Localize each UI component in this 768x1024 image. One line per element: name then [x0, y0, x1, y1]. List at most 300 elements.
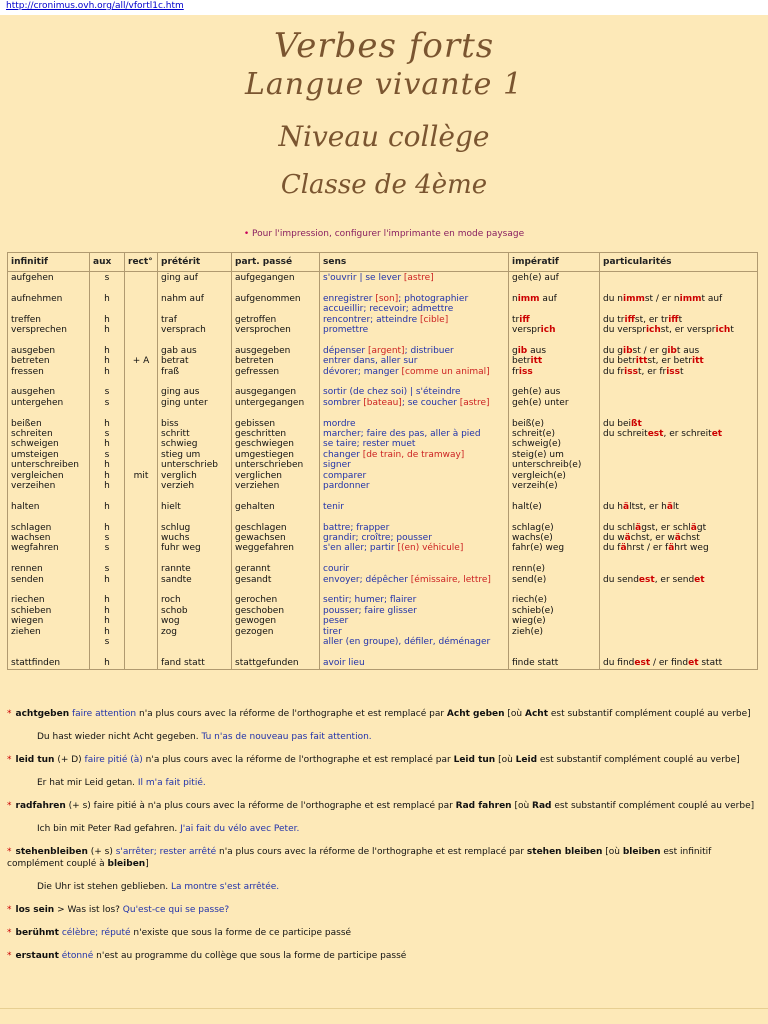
imperatif-value: steig(e) um: [512, 449, 564, 460]
infinitif-value: schieben: [11, 605, 52, 616]
imperatif-value: verzeih(e): [512, 481, 558, 492]
preterit-value: rannte: [161, 564, 191, 575]
imperatif-value: send(e): [512, 574, 547, 585]
part-passe-value: geschlagen: [235, 522, 287, 533]
particularite-value: du beißt: [603, 418, 642, 429]
rect-value: [128, 346, 154, 356]
particularite-value: du schreitest, er schreitet: [603, 429, 723, 440]
row-spacer: [323, 648, 505, 658]
sens-value: enregistrer [son]; photographier: [323, 293, 469, 304]
infinitif-value: unterschreiben: [11, 460, 80, 471]
asterisk-icon: *: [7, 801, 12, 811]
row-spacer: [161, 554, 228, 564]
row-spacer: [93, 491, 121, 501]
infinitif-value: rennen: [11, 564, 43, 575]
preterit-value: ging auf: [161, 273, 198, 283]
header-part-passe: part. passé: [232, 253, 320, 272]
infinitif-value: beißen: [11, 418, 42, 429]
row-spacer: [323, 335, 505, 345]
part-passe-value: aufgegangen: [235, 273, 295, 283]
aux-value: h: [104, 574, 110, 585]
preterit-value: versprach: [161, 325, 206, 336]
row-spacer: [93, 377, 121, 387]
row-spacer: [323, 283, 505, 293]
sens-value: changer [de train, de tramway]: [323, 449, 465, 460]
row-spacer: [11, 554, 86, 564]
row-spacer: [512, 554, 596, 564]
sens-value: entrer dans, aller sur: [323, 356, 418, 367]
imperatif-value: geh(e) auf: [512, 273, 559, 283]
sens-value: pardonner: [323, 481, 370, 492]
rect-value: [128, 398, 154, 408]
imperatif-value: schweig(e): [512, 439, 562, 450]
infinitif-value: riechen: [11, 595, 45, 606]
part-passe-value: versprochen: [235, 325, 291, 336]
note-item: * achtgeben faire attention n'a plus cours avec la réforme de l'orthographe et est remplacé par Acht geben [où Acht est substantif complément couplé au verbe]: [7, 709, 751, 719]
note-item: * berühmt célèbre; réputé n'existe que sous la forme de ce participe passé: [7, 928, 352, 938]
imperatif-value: friss: [512, 366, 533, 377]
row-spacer: [93, 554, 121, 564]
aux-value: h: [104, 356, 110, 367]
particularite-value: du schlägst, er schlägt: [603, 522, 707, 533]
part-passe-value: ausgegeben: [235, 345, 291, 356]
row-spacer: [323, 554, 505, 564]
aux-value: h: [104, 314, 110, 325]
preterit-value: schritt: [161, 429, 190, 440]
rect-value: [128, 315, 154, 325]
imperatif-value: geh(e) unter: [512, 397, 569, 408]
row-spacer: [11, 283, 86, 293]
infinitif-value: aufgehen: [11, 273, 54, 283]
row-spacer: [11, 491, 86, 501]
aux-value: s: [104, 543, 110, 554]
cell-rect: [125, 272, 158, 670]
sens-value: aller (en groupe), défiler, déménager: [323, 637, 491, 648]
infinitif-value: fressen: [11, 366, 44, 377]
row-spacer: [128, 648, 154, 658]
row-spacer: [235, 491, 316, 501]
rect-value: [128, 294, 154, 304]
imperatif-value: wieg(e): [512, 616, 546, 627]
row-spacer: [323, 585, 505, 595]
part-passe-value: getroffen: [235, 314, 277, 325]
imperatif-value: beiß(e): [512, 418, 544, 429]
row-spacer: [93, 408, 121, 418]
sens-value: rencontrer; atteindre [cible]: [323, 314, 449, 325]
example-sentence: Die Uhr ist stehen geblieben. La montre s'est arrêtée.: [37, 882, 280, 892]
imperatif-value: riech(e): [512, 595, 547, 606]
rect-value: [128, 419, 154, 429]
infinitif-value: schreiten: [11, 429, 53, 440]
cell-aux: [90, 272, 125, 670]
page-content: [0, 15, 768, 1024]
aux-value: h: [104, 626, 110, 637]
preterit-value: schwieg: [161, 439, 198, 450]
rect-value: [128, 439, 154, 449]
row-spacer: [603, 648, 754, 658]
infinitif-value: umsteigen: [11, 449, 59, 460]
title-block: [0, 27, 768, 203]
preterit-value: hielt: [161, 501, 181, 512]
part-passe-value: stattgefunden: [235, 657, 299, 668]
row-spacer: [603, 377, 754, 387]
sens-value: dévorer; manger [comme un animal]: [323, 366, 490, 377]
rect-value: + A: [132, 356, 150, 367]
row-spacer: [11, 408, 86, 418]
sens-value: accueillir; recevoir; admettre: [323, 304, 454, 315]
row-spacer: [603, 283, 754, 293]
particularite-value: [603, 606, 754, 616]
row-spacer: [235, 377, 316, 387]
preterit-value: [161, 304, 228, 314]
particularite-value: du betrittst, er betritt: [603, 356, 704, 367]
row-spacer: [93, 648, 121, 658]
part-passe-value: gerochen: [235, 595, 278, 606]
part-passe-value: gehalten: [235, 501, 275, 512]
asterisk-icon: *: [7, 847, 12, 857]
infinitif-value: [11, 637, 86, 647]
row-spacer: [512, 283, 596, 293]
example-sentence: Er hat mir Leid getan. Il m'a fait pitié.: [37, 778, 206, 788]
title-verbes-forts: Verbes forts: [273, 26, 495, 66]
imperatif-value: schreit(e): [512, 429, 555, 440]
row-spacer: [11, 335, 86, 345]
imperatif-value: geh(e) aus: [512, 387, 561, 398]
part-passe-value: gesandt: [235, 574, 272, 585]
infinitif-value: halten: [11, 501, 40, 512]
particularite-value: du frisst, er frisst: [603, 366, 684, 377]
sens-value: signer: [323, 460, 351, 471]
preterit-value: wog: [161, 616, 180, 627]
particularite-value: [603, 304, 754, 314]
example-sentence: Du hast wieder nicht Acht gegeben. Tu n'as de nouveau pas fait attention.: [37, 732, 372, 742]
row-spacer: [161, 512, 228, 522]
aux-value: s: [104, 387, 110, 398]
title-niveau: Niveau collège: [278, 120, 490, 153]
row-spacer: [512, 648, 596, 658]
row-spacer: [603, 491, 754, 501]
sens-value: avoir lieu: [323, 657, 365, 668]
rect-value: [128, 429, 154, 439]
sens-value: sentir; humer; flairer: [323, 595, 417, 606]
rect-value: [128, 606, 154, 616]
part-passe-value: geschoben: [235, 605, 285, 616]
rect-value: [128, 564, 154, 574]
row-spacer: [512, 377, 596, 387]
particularite-value: [603, 460, 754, 470]
imperatif-value: finde statt: [512, 657, 559, 668]
note-item: * erstaunt étonné n'est au programme du collège que sous la forme de participe passé: [7, 951, 407, 961]
imperatif-value: betritt: [512, 356, 543, 367]
notes-section: [7, 708, 759, 962]
infinitif-value: ziehen: [11, 626, 41, 637]
particularite-value: [603, 637, 754, 647]
rect-value: [128, 502, 154, 512]
asterisk-icon: *: [7, 928, 12, 938]
row-spacer: [11, 648, 86, 658]
row-spacer: [161, 335, 228, 345]
row-spacer: [235, 408, 316, 418]
sens-value: tirer: [323, 626, 342, 637]
header-infinitif: infinitif: [8, 253, 90, 272]
imperatif-value: schieb(e): [512, 605, 554, 616]
infinitif-value: wegfahren: [11, 543, 59, 554]
sens-value: mordre: [323, 418, 356, 429]
imperatif-value: nimm auf: [512, 293, 557, 304]
preterit-value: roch: [161, 595, 181, 606]
particularite-value: du hältst, er hält: [603, 501, 679, 512]
row-spacer: [603, 335, 754, 345]
particularite-value: [603, 450, 754, 460]
row-spacer: [235, 335, 316, 345]
sens-value: sortir (de chez soi) | s'éteindre: [323, 387, 461, 398]
aux-value: h: [104, 366, 110, 377]
row-spacer: [603, 585, 754, 595]
rect-value: [128, 367, 154, 377]
particularite-value: [603, 481, 754, 491]
row-spacer: [323, 408, 505, 418]
cell-preterit: [158, 272, 232, 670]
part-passe-value: gewachsen: [235, 533, 286, 544]
row-spacer: [512, 491, 596, 501]
cell-part-passe: [232, 272, 320, 670]
infinitif-value: wiegen: [11, 616, 44, 627]
aux-value: h: [104, 460, 110, 471]
row-spacer: [235, 283, 316, 293]
row-spacer: [323, 512, 505, 522]
aux-value: [93, 304, 121, 314]
url-bar: [0, 0, 768, 16]
rect-value: [128, 481, 154, 491]
sens-value: comparer: [323, 470, 367, 481]
infinitif-value: versprechen: [11, 325, 67, 336]
preterit-value: ging unter: [161, 397, 208, 408]
part-passe-value: umgestiegen: [235, 449, 294, 460]
particularite-value: [603, 564, 754, 574]
header-particularites: particularités: [600, 253, 758, 272]
sens-value: tenir: [323, 501, 344, 512]
note-item: * stehenbleiben (+ s) s'arrêter; rester arrêté n'a plus cours avec la réforme de l'orthographe et est remplacé par stehen bleiben [où bleiben est infinitif complément couplé à bleiben]: [7, 847, 712, 869]
particularite-value: [603, 616, 754, 626]
particularite-value: du versprichst, er verspricht: [603, 325, 734, 336]
row-spacer: [323, 491, 505, 501]
cell-particularites: [600, 272, 758, 670]
row-spacer: [93, 283, 121, 293]
row-spacer: [323, 377, 505, 387]
aux-value: h: [104, 522, 110, 533]
row-spacer: [235, 512, 316, 522]
aux-value: s: [104, 637, 110, 648]
rect-value: [128, 460, 154, 470]
rect-value: [128, 595, 154, 605]
table-header-row: [8, 253, 758, 272]
cell-sens: [320, 272, 509, 670]
part-passe-value: ausgegangen: [235, 387, 297, 398]
title-langue: Langue vivante 1: [244, 67, 524, 102]
row-spacer: [603, 408, 754, 418]
imperatif-value: halt(e): [512, 501, 542, 512]
row-spacer: [161, 377, 228, 387]
part-passe-value: verglichen: [235, 470, 283, 481]
row-spacer: [128, 585, 154, 595]
aux-value: h: [104, 595, 110, 606]
part-passe-value: gewogen: [235, 616, 277, 627]
aux-value: h: [104, 418, 110, 429]
aux-value: s: [104, 533, 110, 544]
cell-imperatif: [509, 272, 600, 670]
aux-value: h: [104, 345, 110, 356]
particularite-value: [603, 273, 754, 283]
particularite-value: [603, 471, 754, 481]
row-spacer: [235, 554, 316, 564]
row-spacer: [161, 585, 228, 595]
preterit-value: betrat: [161, 356, 189, 367]
asterisk-icon: *: [7, 951, 12, 961]
sens-value: battre; frapper: [323, 522, 390, 533]
infinitif-value: aufnehmen: [11, 293, 63, 304]
infinitif-value: verzeihen: [11, 481, 56, 492]
imperatif-value: renn(e): [512, 564, 546, 575]
sens-value: pousser; faire glisser: [323, 605, 417, 616]
part-passe-value: geschwiegen: [235, 439, 294, 450]
aux-value: h: [104, 439, 110, 450]
rect-value: [128, 637, 154, 647]
particularite-value: [603, 387, 754, 397]
particularite-value: du gibst / er gibt aus: [603, 345, 700, 356]
sens-value: courir: [323, 564, 350, 575]
page-url-link[interactable]: http://cronimus.ovh.org/all/vfortl1c.htm: [6, 1, 184, 11]
imperatif-value: vergleich(e): [512, 470, 566, 481]
preterit-value: traf: [161, 314, 177, 325]
sens-value: se taire; rester muet: [323, 439, 416, 450]
preterit-value: zog: [161, 626, 177, 637]
row-spacer: [128, 408, 154, 418]
row-spacer: [128, 335, 154, 345]
sens-value: s'ouvrir | se lever [astre]: [323, 273, 434, 283]
rect-value: [128, 450, 154, 460]
imperatif-value: gib aus: [512, 345, 547, 356]
header-imperatif: impératif: [509, 253, 600, 272]
row-spacer: [161, 408, 228, 418]
part-passe-value: geschritten: [235, 429, 287, 440]
part-passe-value: gefressen: [235, 366, 280, 377]
row-spacer: [161, 491, 228, 501]
row-spacer: [128, 512, 154, 522]
imperatif-value: [512, 304, 596, 314]
aux-value: h: [104, 325, 110, 336]
header-aux: aux: [90, 253, 125, 272]
part-passe-value: betreten: [235, 356, 274, 367]
rect-value: [128, 616, 154, 626]
sens-value: grandir; croître; pousser: [323, 533, 432, 544]
imperatif-value: triff: [512, 314, 530, 325]
preterit-value: fraß: [161, 366, 180, 377]
rect-value: [128, 543, 154, 553]
row-spacer: [512, 335, 596, 345]
preterit-value: fuhr weg: [161, 543, 201, 554]
aux-value: s: [104, 397, 110, 408]
infinitif-value: schweigen: [11, 439, 59, 450]
imperatif-value: [512, 637, 596, 647]
rect-value: [128, 387, 154, 397]
infinitif-value: treffen: [11, 314, 42, 325]
particularite-value: [603, 439, 754, 449]
rect-value: [128, 658, 154, 668]
cell-infinitif: [8, 272, 90, 670]
rect-value: [128, 304, 154, 314]
preterit-value: stieg um: [161, 449, 201, 460]
particularite-value: du sendest, er sendet: [603, 574, 705, 585]
sens-value: peser: [323, 616, 349, 627]
row-spacer: [93, 512, 121, 522]
row-spacer: [235, 585, 316, 595]
infinitif-value: senden: [11, 574, 44, 585]
divider: [0, 1008, 768, 1009]
preterit-value: sandte: [161, 574, 192, 585]
infinitif-value: wachsen: [11, 533, 51, 544]
aux-value: s: [104, 564, 110, 575]
note-item: * los sein > Was ist los? Qu'est-ce qui se passe?: [7, 905, 230, 915]
part-passe-value: [235, 304, 316, 314]
asterisk-icon: *: [7, 709, 12, 719]
print-note-text: Pour l'impression, configurer l'imprimante en mode paysage: [252, 229, 525, 239]
verbs-table: [7, 252, 758, 670]
sens-value: promettre: [323, 325, 369, 336]
row-spacer: [11, 512, 86, 522]
header-rect: rect°: [125, 253, 158, 272]
part-passe-value: verziehen: [235, 481, 280, 492]
particularite-value: [603, 398, 754, 408]
preterit-value: unterschrieb: [161, 460, 218, 471]
particularite-value: du findest / er findet statt: [603, 657, 723, 668]
particularite-value: du nimmst / er nimmt auf: [603, 293, 723, 304]
preterit-value: gab aus: [161, 345, 197, 356]
rect-value: [128, 523, 154, 533]
infinitif-value: ausgeben: [11, 345, 56, 356]
print-note: [0, 229, 768, 239]
aux-value: h: [104, 605, 110, 616]
aux-value: h: [104, 470, 110, 481]
imperatif-value: zieh(e): [512, 626, 544, 637]
rect-value: mit: [133, 470, 149, 481]
particularite-value: du fährst / er fährt weg: [603, 543, 709, 554]
sens-value: dépenser [argent]; distribuer: [323, 345, 454, 356]
aux-value: h: [104, 501, 110, 512]
preterit-value: fand statt: [161, 657, 205, 668]
row-spacer: [128, 377, 154, 387]
part-passe-value: aufgenommen: [235, 293, 301, 304]
row-spacer: [161, 283, 228, 293]
row-spacer: [603, 554, 754, 564]
sens-value: sombrer [bateau]; se coucher [astre]: [323, 397, 490, 408]
infinitif-value: [11, 304, 86, 314]
asterisk-icon: *: [7, 755, 12, 765]
infinitif-value: ausgehen: [11, 387, 56, 398]
preterit-value: [161, 637, 228, 647]
title-classe: Classe de 4ème: [280, 170, 488, 200]
row-spacer: [128, 554, 154, 564]
note-item: * leid tun (+ D) faire pitié (à) n'a plus cours avec la réforme de l'orthographe et est remplacé par Leid tun [où Leid est substantif complément couplé au verbe]: [7, 755, 740, 765]
infinitif-value: betreten: [11, 356, 50, 367]
imperatif-value: unterschreib(e): [512, 460, 582, 471]
rect-value: [128, 627, 154, 637]
infinitif-value: schlagen: [11, 522, 52, 533]
sens-value: s'en aller; partir [(en) véhicule]: [323, 543, 464, 554]
part-passe-value: [235, 637, 316, 647]
asterisk-icon: *: [7, 905, 12, 915]
aux-value: s: [104, 449, 110, 460]
rect-value: [128, 273, 154, 283]
